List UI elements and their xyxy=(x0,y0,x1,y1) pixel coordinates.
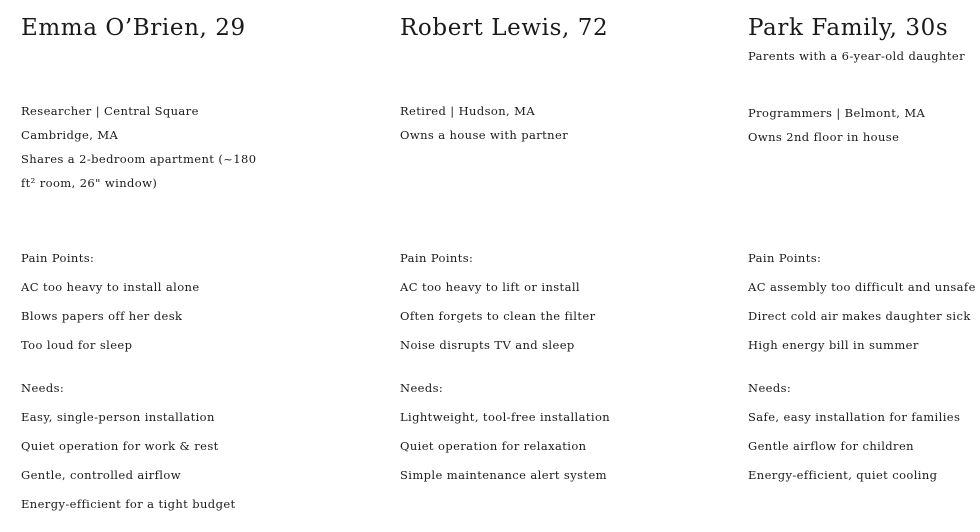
persona-subtitle: Parents with a 6-year-old daughter xyxy=(748,49,965,63)
need-item: Quiet operation for work & rest xyxy=(21,439,219,453)
need-item: Quiet operation for relaxation xyxy=(400,439,587,453)
pain-point-item: Too loud for sleep xyxy=(21,338,133,352)
needs-heading: Needs: xyxy=(748,381,792,395)
pain-point-item: AC too heavy to install alone xyxy=(21,280,200,294)
pain-points-heading: Pain Points: xyxy=(400,251,474,265)
need-item: Simple maintenance alert system xyxy=(400,468,607,482)
persona-detail: Retired | Hudson, MA xyxy=(400,104,536,118)
persona-name: Emma O’Brien, 29 xyxy=(21,15,246,41)
persona-card-park-family xyxy=(748,0,980,532)
persona-card-emma xyxy=(21,0,371,532)
persona-card-robert xyxy=(400,0,720,532)
need-item: Safe, easy installation for families xyxy=(748,410,961,424)
need-item: Lightweight, tool-free installation xyxy=(400,410,611,424)
persona-detail: ft² room, 26" window) xyxy=(21,176,158,190)
persona-detail: Owns a house with partner xyxy=(400,128,569,142)
need-item: Energy-efficient for a tight budget xyxy=(21,497,236,511)
persona-detail: Researcher | Central Square xyxy=(21,104,199,118)
persona-name: Park Family, 30s xyxy=(748,15,949,41)
pain-point-item: Direct cold air makes daughter sick xyxy=(748,309,971,323)
pain-points-heading: Pain Points: xyxy=(748,251,822,265)
pain-point-item: AC assembly too difficult and unsafe xyxy=(748,280,976,294)
persona-detail: Programmers | Belmont, MA xyxy=(748,106,926,120)
need-item: Gentle, controlled airflow xyxy=(21,468,181,482)
persona-detail: Cambridge, MA xyxy=(21,128,119,142)
persona-detail: Shares a 2-bedroom apartment (~180 xyxy=(21,152,257,166)
need-item: Energy-efficient, quiet cooling xyxy=(748,468,938,482)
persona-detail: Owns 2nd floor in house xyxy=(748,130,900,144)
need-item: Gentle airflow for children xyxy=(748,439,914,453)
needs-heading: Needs: xyxy=(21,381,65,395)
pain-point-item: AC too heavy to lift or install xyxy=(400,280,580,294)
pain-point-item: Noise disrupts TV and sleep xyxy=(400,338,575,352)
pain-point-item: Often forgets to clean the filter xyxy=(400,309,596,323)
pain-point-item: High energy bill in summer xyxy=(748,338,919,352)
pain-point-item: Blows papers off her desk xyxy=(21,309,183,323)
needs-heading: Needs: xyxy=(400,381,444,395)
persona-name: Robert Lewis, 72 xyxy=(400,15,609,41)
need-item: Easy, single-person installation xyxy=(21,410,215,424)
pain-points-heading: Pain Points: xyxy=(21,251,95,265)
